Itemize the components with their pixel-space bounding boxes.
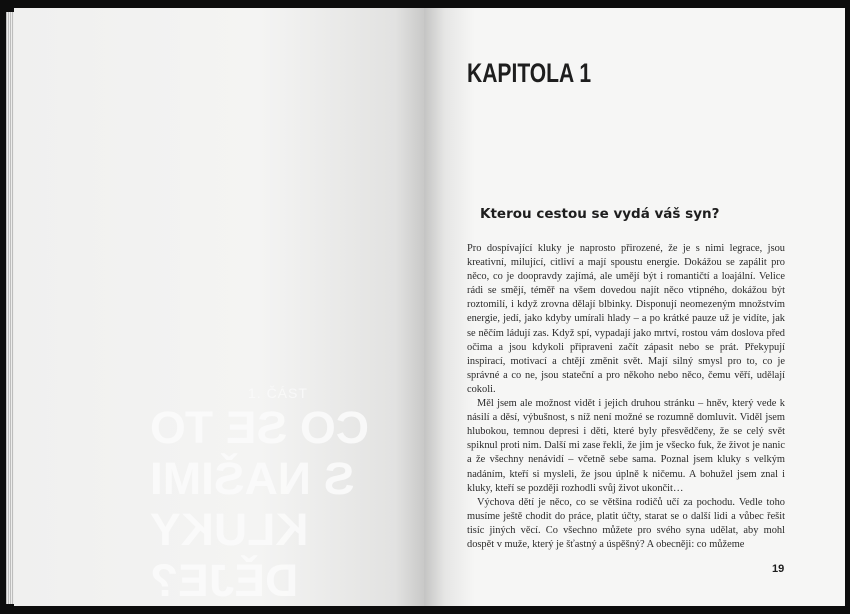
body-text bbox=[467, 242, 785, 552]
paragraph: Výchova dětí je něco, co se většina rodičů učí za pochodu. Vedle toho musíme ještě chodit do práce, platit účty, starat se o další lidi a vůbec řešit tisíc jiných věcí. Co všechno můžete pro svého syna udělat, aby mohl dospět v muže, který je šťastný a úspěšný? A obecněji: co můžeme bbox=[467, 496, 785, 550]
show-through-part-label: 1. ČÁST bbox=[248, 385, 308, 401]
show-through-title-line: DĚJE? bbox=[150, 554, 299, 606]
paragraph: Pro dospívající kluky je naprosto přirozené, že je s nimi legrace, jsou kreativní, milující, citliví a mají spoustu energie. Dokážou se zapálit pro něco, co je doopravdy zajímá, ale umějí být i romantičtí a loajální. Velice rádi se smějí, téměř na všem dovedou najít něco vtipného, dokážou být roztomilí, i když zrovna dělají blbinky. Disponují neomezeným množstvím energie, jedí, jako kdyby umírali hlady – a po krátké pauze už je vidíte, jak se něčím ládují zas. Když spí, vypadají jako mrtví, rostou vám doslova před očima a jsou kdykoli připraveni začít zápasit nebo se prát. Překypují inspirací, motivací a chtějí změnit svět. Mají silný smysl pro to, co je správné a co ne, jsou stateční a pro někoho nebo něco, čemu věří, udělají cokoli. bbox=[467, 243, 785, 395]
paragraph: Měl jsem ale možnost vidět i jejich druhou stránku – hněv, který vede k násilí a děsí, výbušnost, s níž není možné se rozumně domluvit. Viděl jsem hlubokou, temnou depresi i děti, které byly přesvědčeny, že se celý svět spiknul proti nim. Další mi zase řekli, že jim je všecko fuk, že život je nanic a že všechny nenávidí – včetně sebe sama. Poznal jsem kluky s velkým nadáním, kteří si mysleli, že jsou úplně k ničemu. A bohužel jsem znal i kluky, kteří se později rozhodli svůj život ukončit… bbox=[467, 398, 785, 494]
chapter-label: KAPITOLA 1 bbox=[467, 58, 592, 88]
section-heading: Kterou cestou se vydá váš syn? bbox=[480, 206, 720, 222]
show-through-part-title bbox=[150, 402, 410, 606]
show-through-title-line: CO SE TO bbox=[150, 402, 369, 454]
show-through-title-line: S NAŠIMI KLUKY bbox=[150, 453, 355, 555]
page-number: 19 bbox=[772, 563, 785, 575]
